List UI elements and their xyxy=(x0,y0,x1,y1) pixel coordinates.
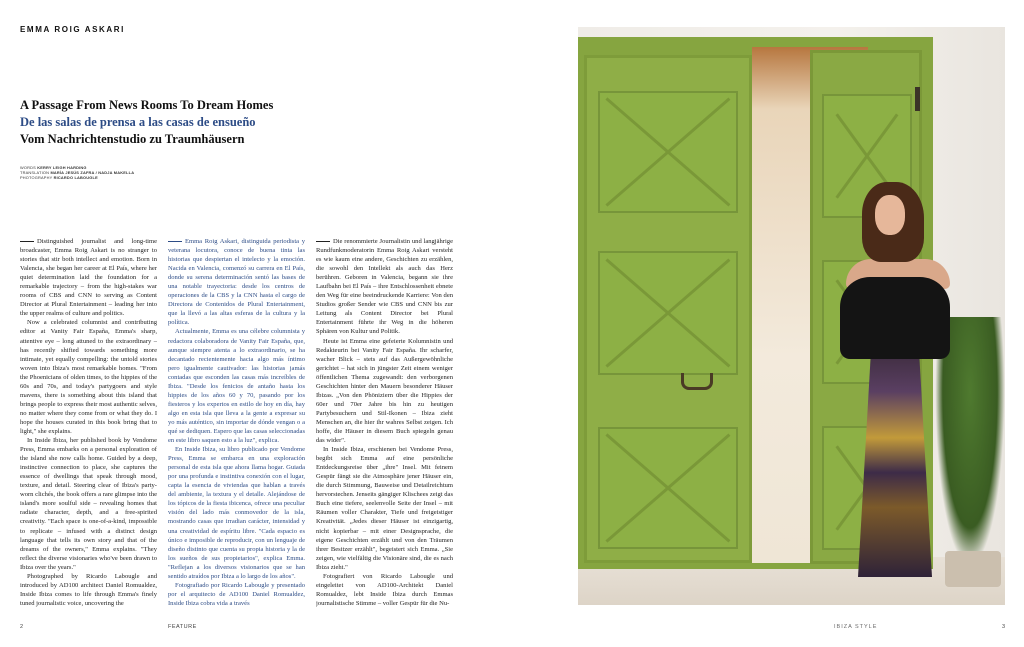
paragraph: En Inside Ibiza, su libro publicado por Vendome Press, Emma se embarca en una exploración personal de esta isla que ahora llama hogar. Guiada por una profunda e instintiva conexión con el lugar, capta la esencia de viviendas que hablan a través del ambiente, la textura y el detalle. Alejándose de los tópicos de la fiesta ibicenca, ofrece una peculiar visión del lado más conmovedor de la isla, mostrando casas que irradian carácter, intensidad y una creatividad de espíritu libre. "Cada espacio es único e imposible de reproducir, con un lenguaje de diseño distinto que cuenta su propia historia y la de los sueños de sus propietarios", explica Emma. "Reflejan a los diversos visionarios que se han sentido atraídos por Ibiza a lo largo de los años". xyxy=(168,446,305,580)
article-column-german xyxy=(316,237,453,613)
paragraph: Fotografiado por Ricardo Labougle y presentado por el arquitecto de AD100 Daniel Romualdez, Inside Ibiza cobra vida a través xyxy=(168,581,305,607)
door-panel xyxy=(598,91,738,213)
paragraph: Photographed by Ricardo Labougle and introduced by AD100 architect Daniel Romualdez, Inside Ibiza comes to life through Emma's finely tuned journalistic voice, uncovering the xyxy=(20,572,157,607)
paragraph: In Inside Ibiza, erschienen bei Vendome Press, begibt sich Emma auf eine persönliche Entdeckungsreise über „ihre" Insel. Mit feinem Gespür fängt sie die Atmosphäre jener Häuser ein, die durch Stimmung, Bauweise und Detailreichtum hervorstechen. Jenseits gängiger Klischees zeigt das Buch eine tiefere, seelenvolle Seite der Insel – mit Räumen voller Charakter, Tiefe und freigeistiger Kreativität. „Jedes dieser Häuser ist einzigartig, nicht kopierbar – mit einer Designsprache, die eigene Geschichten erzählt und von den Träumen ihrer Besitzer erzählt", begeistert sich Emma. „Sie zeigen, wie vielfältig die Visionäre sind, die es nach Ibiza zieht." xyxy=(316,446,453,571)
magazine-name: IBIZA STYLE xyxy=(834,624,878,630)
paragraph: Heute ist Emma eine gefeierte Kolumnistin und Redakteurin bei Vanity Fair España. Ihr scharfer, wacher Blick – stets auf das Außergewöhnliche gerichtet – hat sich in jüngster Zeit einem weniger öffentlichen Thema zugewandt: den verborgenen Geschichten hinter den Mauern besonderer Häuser Ibizas. „Von den Phöniziern über die Hippies der 60er und 70er Jahre bis hin zu heutigen Partybesuchern und Stil-Ikonen – Ibiza zieht Menschen an, die hier ihr wahres Selbst zeigen. Ich hoffe, die Häuser in diesem Buch spiegeln genau das wider". xyxy=(316,337,453,445)
credit-photography: PHOTOGRAPHY RICARDO LABOUGLE xyxy=(20,175,98,180)
lead-rule xyxy=(316,241,330,242)
lead-rule xyxy=(168,241,182,242)
lead-rule xyxy=(20,241,34,242)
door-panel xyxy=(598,251,738,375)
right-page xyxy=(512,0,1024,647)
paragraph: Distinguished journalist and long-time broadcaster, Emma Roig Askari is no stranger to stories that stir both intellect and emotion. Born in Valencia, she began her career at El País, where her quiet determination laid the foundation for a remarkable trajectory – from the high-stakes war rooms of CBS and CNN to serving as Content Director at Plural Entertainment – leading her into the upper realms of culture and politics. xyxy=(20,238,157,318)
credit-words: WORDS KERRY LEIGH HARDING xyxy=(20,165,87,170)
credits xyxy=(20,165,134,180)
paragraph: Actualmente, Emma es una célebre columnista y redactora colaboradora de Vanity Fair España, que, aunque siempre atenta a lo extraordinario, se ha decantado recientemente hacia algo más íntimo pero igualmente cautivador: las historias jamás contadas que esconden las casas más increíbles de Ibiza. "Desde los fenicios de antaño hasta los hippies de los años 60 y 70, pasando por los fiesteros y los expertos en estilo de hoy en día, hay algo en esta isla que lleva a la gente a expresar su yo más auténtico, sin importar de dónde vengan o a qué se dediquen. Espero que las casas seleccionadas en este libro saquen esto a la luz", explica. xyxy=(168,328,305,445)
credit-translation: TRANSLATION MARÍA JESÚS ZAFRA / NADJA MAKELLA xyxy=(20,170,135,175)
title-english: A Passage From News Rooms To Dream Homes xyxy=(20,98,274,112)
header-name: EMMA ROIG ASKARI xyxy=(20,25,126,34)
page-number-right: 3 xyxy=(1002,624,1006,630)
hinge xyxy=(915,87,920,111)
paragraph: Now a celebrated columnist and contributing editor at Vanity Fair España, Emma's sharp, attentive eye – long attuned to the extraordinary – has recently shifted towards something more intimate, yet equally compelling: the untold stories woven into Ibiza's most remarkable homes. "From the Phoenicians of olden times, to the hippies of the 60s and 70s, and today's partygoers and style mavens, there is something about this island that brings people to express their most authentic selves, no matter where they come from or what they do. I hope the houses curated in this book bring that to light," she explains. xyxy=(20,319,157,435)
door-panel xyxy=(598,427,738,549)
article-column-spanish xyxy=(168,237,305,613)
woman-face xyxy=(875,195,905,235)
title-spanish: De las salas de prensa a las casas de ensueño xyxy=(20,115,256,129)
woman-top xyxy=(840,277,950,359)
article-column-english xyxy=(20,237,157,613)
title-german: Vom Nachrichtenstudio zu Traumhäusern xyxy=(20,132,245,146)
paragraph: Die renommierte Journalistin und langjährige Rundfunkmoderatorin Emma Roig Askari versteht es wie kaum eine andere, Geschichten zu erzählen, die sowohl den Intellekt als auch das Herz berühren. Geboren in Valencia, begann sie ihre Laufbahn bei El País – ihre Entschlossenheit ebnete den Weg für eine beeindruckende Karriere: Von den Studios großer Sender wie CBS und CNN bis zur Leitung als Content Director bei Plural Entertainment führte ihr Weg in die höheren Sphären von Kultur und Politik. xyxy=(316,238,453,336)
paragraph: Emma Roig Askari, distinguida periodista y veterana locutora, conoce de buena tinta las historias que despiertan el intelecto y la emoción. Nacida en Valencia, comenzó su carrera en El País, donde su serena determinación sentó las bases de una notable trayectoria: desde los centros de operaciones de la CBS y la CNN hasta el cargo de Directora de Contenidos de Plural Entertainment, que la llevó a las altas esferas de la cultura y la política. xyxy=(168,238,305,327)
portrait-photo xyxy=(578,27,1005,605)
plant-pot xyxy=(945,551,1001,587)
paragraph: Fotografiert von Ricardo Labougle und eingeleitet von AD100-Architekt Daniel Romualdez, lebt Inside Ibiza durch Emmas journalistische Stimme – voller Gespür für die Nu- xyxy=(316,572,453,607)
page-number-left: 2 xyxy=(20,624,24,630)
door-handle xyxy=(681,373,713,390)
green-door-left xyxy=(584,55,752,563)
section-label: FEATURE xyxy=(168,624,197,630)
paragraph: In Inside Ibiza, her published book by Vendome Press, Emma embarks on a personal exploration of the island she now calls home. Guided by a deep, instinctive connection to place, she captures the essence of dwellings that speak through mood, texture, and detail. Steering clear of Ibiza's party-worn clichés, the book offers a rare glimpse into the island's more soulful side – revealing homes that radiate character, depth, and a free-spirited creativity. "Each space is one-of-a-kind, impossible to replicate – infused with a distinct design language that tells its own story and that of the dreams of the owners," Emma explains. "They reflect the diverse visionaries who've been drawn to Ibiza over the years." xyxy=(20,437,157,571)
